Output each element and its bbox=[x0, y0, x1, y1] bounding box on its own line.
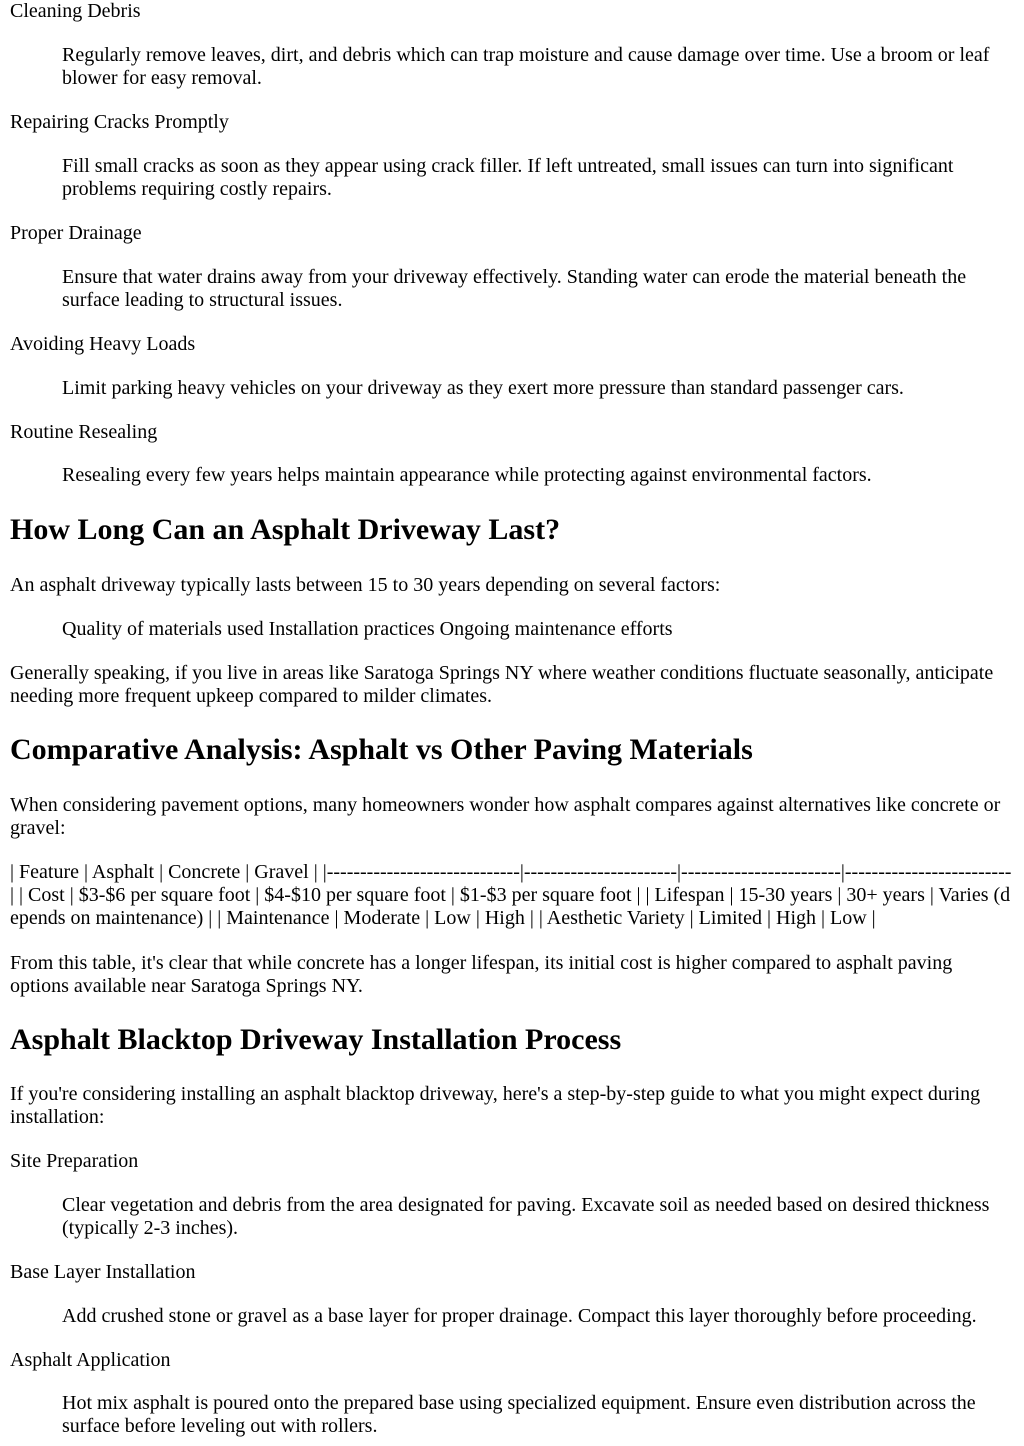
lifespan-factors: Quality of materials used Installation practices Ongoing maintenance efforts bbox=[62, 618, 673, 640]
tip-desc-cleaning-debris: Regularly remove leaves, dirt, and debris which can trap moisture and cause damage over time. Use a broom or leaf blower for easy removal. bbox=[62, 44, 990, 89]
step-desc-base-layer: Add crushed stone or gravel as a base layer for proper drainage. Compact this layer thoroughly before proceeding. bbox=[62, 1305, 977, 1327]
lifespan-conclusion: Generally speaking, if you live in areas like Saratoga Springs NY where weather conditions fluctuate seasonally, anticipate needing more frequent upkeep compared to milder climates. bbox=[10, 662, 994, 707]
tip-term-routine-resealing: Routine Resealing bbox=[10, 421, 158, 443]
tip-term-repairing-cracks: Repairing Cracks Promptly bbox=[10, 111, 229, 133]
comparison-table-text: | Feature | Asphalt | Concrete | Gravel | |-----------------------------|-----------------------|------------------------|-------------------------| | Cost | $3-$6 per square foot | $4-$10 per square foot | $1-$3 per square foot | | Lifespan | 15-30 years | 30+ years | Varies (depends on maintenance) | | Maintenance | Moderate | Low | High | | Aesthetic Variety | Limited | High | Low | bbox=[10, 861, 1012, 929]
tip-desc-repairing-cracks: Fill small cracks as soon as they appear using crack filler. If left untreated, small issues can turn into significant problems requiring costly repairs. bbox=[62, 155, 954, 200]
installation-heading: Asphalt Blacktop Driveway Installation Process bbox=[10, 1023, 622, 1056]
step-term-asphalt-application: Asphalt Application bbox=[10, 1349, 171, 1371]
tip-term-avoiding-heavy-loads: Avoiding Heavy Loads bbox=[10, 333, 196, 355]
lifespan-heading: How Long Can an Asphalt Driveway Last? bbox=[10, 513, 561, 546]
tip-term-cleaning-debris: Cleaning Debris bbox=[10, 0, 141, 22]
step-term-site-preparation: Site Preparation bbox=[10, 1150, 139, 1172]
step-desc-asphalt-application: Hot mix asphalt is poured onto the prepared base using specialized equipment. Ensure even distribution across the surface before leveling out with rollers. bbox=[62, 1392, 976, 1437]
tip-desc-proper-drainage: Ensure that water drains away from your driveway effectively. Standing water can erode the material beneath the surface leading to structural issues. bbox=[62, 266, 967, 311]
comparison-conclusion: From this table, it's clear that while concrete has a longer lifespan, its initial cost is higher compared to asphalt paving options available near Saratoga Springs NY. bbox=[10, 952, 953, 997]
comparison-intro: When considering pavement options, many homeowners wonder how asphalt compares against alternatives like concrete or gravel: bbox=[10, 794, 1001, 839]
step-term-base-layer: Base Layer Installation bbox=[10, 1261, 196, 1283]
step-desc-site-preparation: Clear vegetation and debris from the area designated for paving. Excavate soil as needed based on desired thickness (typically 2-3 inches). bbox=[62, 1194, 990, 1239]
tip-term-proper-drainage: Proper Drainage bbox=[10, 222, 142, 244]
tip-desc-avoiding-heavy-loads: Limit parking heavy vehicles on your driveway as they exert more pressure than standard passenger cars. bbox=[62, 377, 904, 399]
installation-intro: If you're considering installing an asphalt blacktop driveway, here's a step-by-step guide to what you might expect during installation: bbox=[10, 1083, 981, 1128]
tip-desc-routine-resealing: Resealing every few years helps maintain appearance while protecting against environmental factors. bbox=[62, 464, 872, 486]
lifespan-intro: An asphalt driveway typically lasts between 15 to 30 years depending on several factors: bbox=[10, 574, 721, 596]
comparison-heading: Comparative Analysis: Asphalt vs Other Paving Materials bbox=[10, 733, 753, 766]
